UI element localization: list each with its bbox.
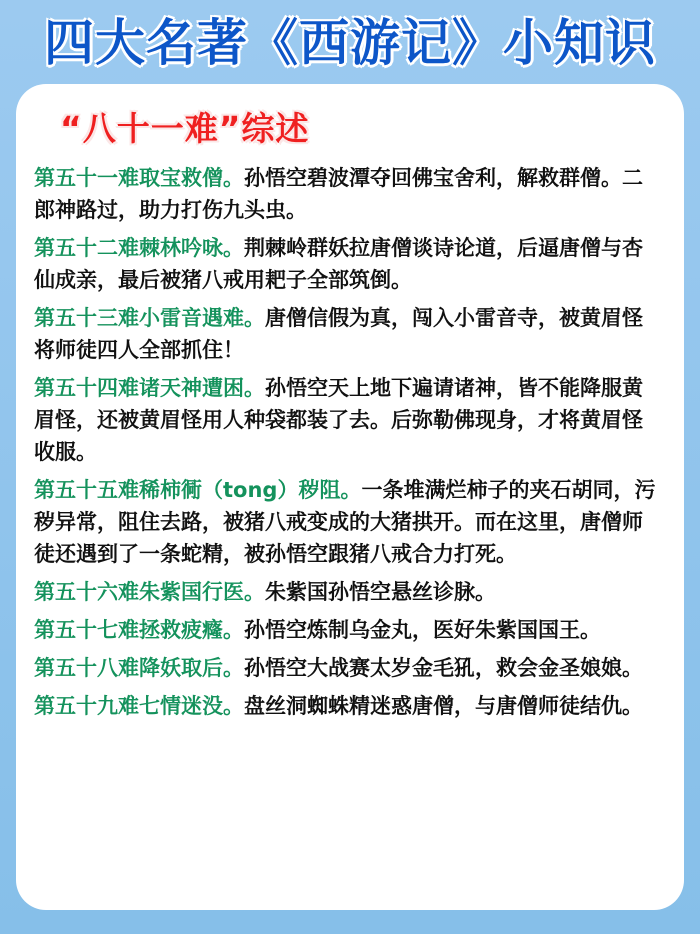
hardship-title: 第五十三难小雷音遇难。 <box>34 306 265 330</box>
hardship-title: 第五十四难诸天神遭困。 <box>34 376 265 400</box>
hardship-title: 第五十六难朱紫国行医。 <box>34 580 265 604</box>
content-card <box>16 84 684 910</box>
hardship-description: 孙悟空炼制乌金丸，医好朱紫国国王。 <box>244 618 601 642</box>
hardship-title: 第五十七难拯救疲癃。 <box>34 618 244 642</box>
hardship-description: 荆棘岭群妖拉唐僧谈诗论道，后逼唐僧与杏仙成亲，最后被猪八戒用耙子全部筑倒。 <box>34 236 643 292</box>
hardship-description: 唐僧信假为真，闯入小雷音寺，被黄眉怪将师徒四人全部抓住！ <box>34 306 643 362</box>
hardship-description: 盘丝洞蜘蛛精迷惑唐僧，与唐僧师徒结仇。 <box>244 694 643 718</box>
hardship-title: 第五十九难七情迷没。 <box>34 694 244 718</box>
page-title: 四大名著《西游记》小知识 <box>44 14 656 72</box>
hardship-description: 孙悟空碧波潭夺回佛宝舍利，解救群僧。二郎神路过，助力打伤九头虫。 <box>34 166 643 222</box>
hardship-entry-52 <box>34 232 660 296</box>
hardship-description: 孙悟空大战赛太岁金毛犼，救会金圣娘娘。 <box>244 656 643 680</box>
hardship-description: 孙悟空天上地下遍请诸神，皆不能降服黄眉怪，还被黄眉怪用人种袋都装了去。后弥勒佛现身，才将黄眉怪收服。 <box>34 376 643 464</box>
header-banner <box>0 0 700 86</box>
hardship-entry-59 <box>34 690 660 722</box>
hardship-title: 第五十五难稀柿衕（tong）秽阻。 <box>34 478 362 502</box>
hardship-title: 第五十一难取宝救僧。 <box>34 166 244 190</box>
section-subtitle: “八十一难”综述 <box>60 108 310 148</box>
hardship-entry-56 <box>34 576 660 608</box>
hardship-entry-58 <box>34 652 660 684</box>
hardship-title: 第五十八难降妖取后。 <box>34 656 244 680</box>
hardship-entry-53 <box>34 302 660 366</box>
hardship-entry-51 <box>34 162 660 226</box>
hardship-entry-57 <box>34 614 660 646</box>
hardship-entry-55 <box>34 474 660 570</box>
hardship-title: 第五十二难棘林吟咏。 <box>34 236 244 260</box>
hardship-description: 一条堆满烂柿子的夹石胡同，污秽异常，阻住去路，被猪八戒变成的大猪拱开。而在这里，唐僧师徒还遇到了一条蛇精，被孙悟空跟猪八戒合力打死。 <box>34 478 656 566</box>
hardship-description: 朱紫国孙悟空悬丝诊脉。 <box>265 580 496 604</box>
hardship-entry-54 <box>34 372 660 468</box>
